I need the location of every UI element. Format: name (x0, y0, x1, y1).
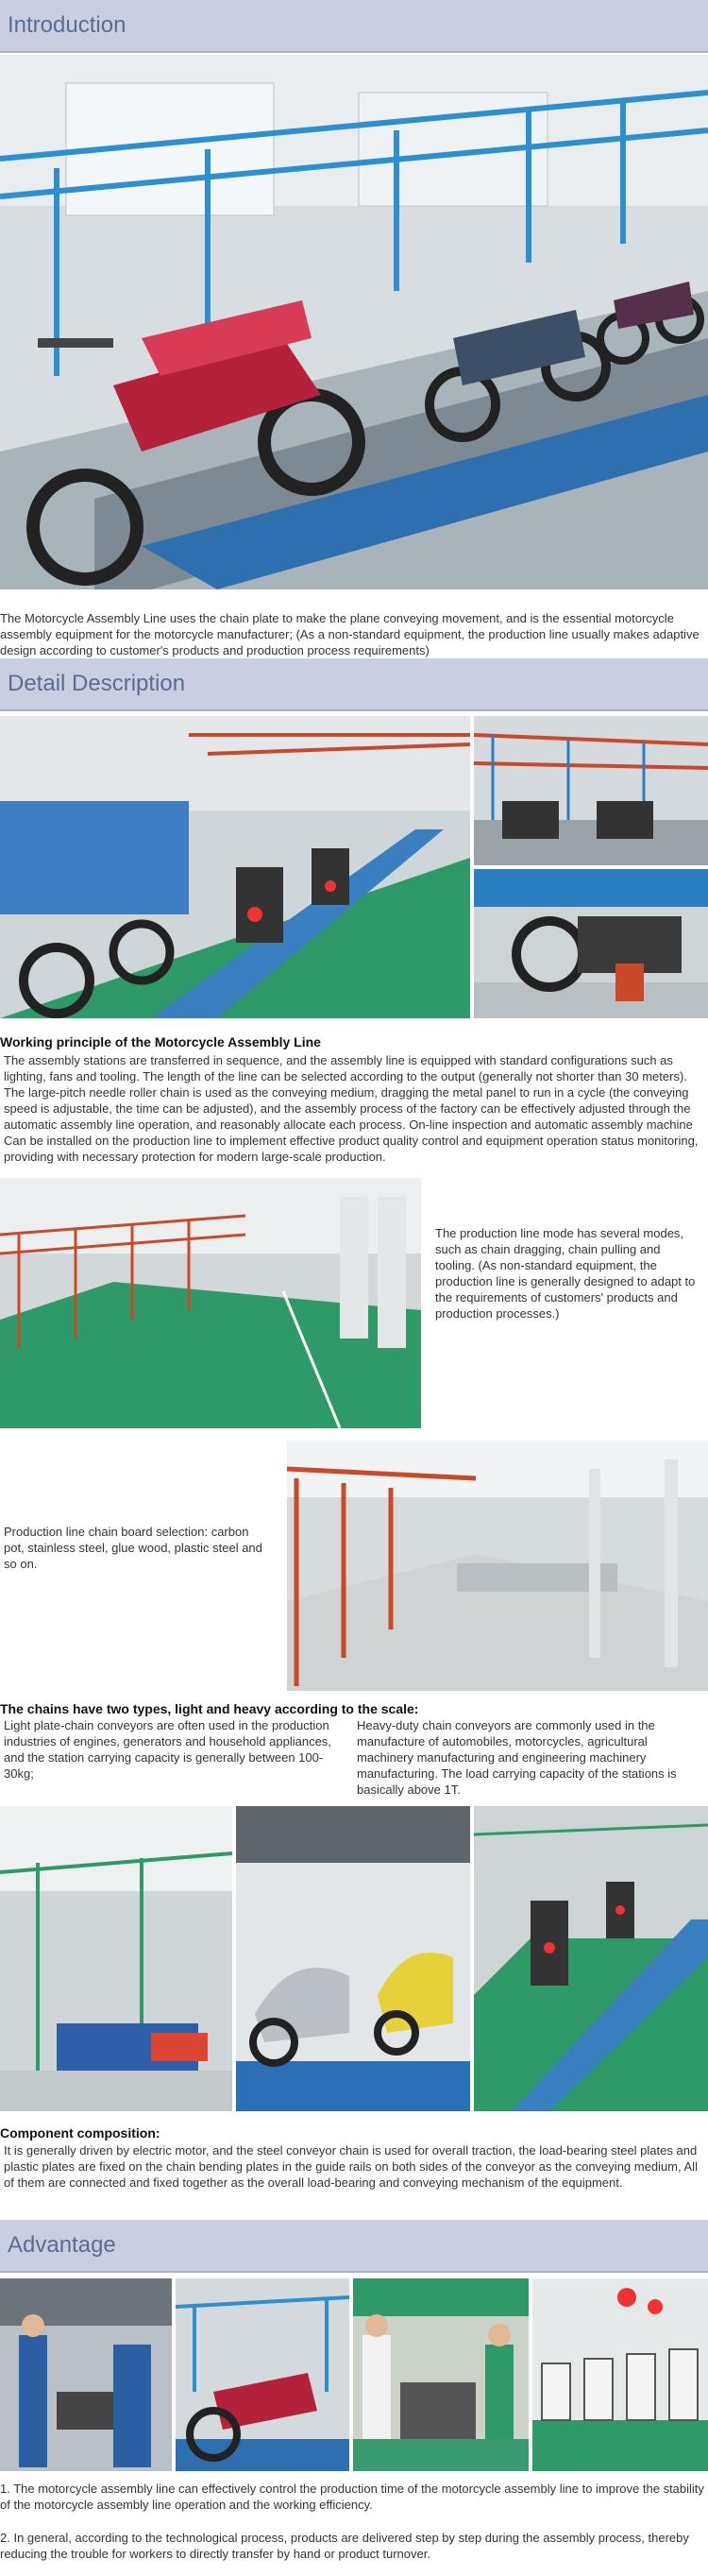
section-header-detail (0, 658, 708, 711)
advantage-item-2: 2. In general, according to the technological process, products are delivered step by step during the assembly process, thereby reducing the trouble for workers to directly transfer by hand or product turnover. (0, 2531, 689, 2561)
working-principle-title: Working principle of the Motorcycle Assembly Line (0, 1034, 321, 1049)
chains-light-text: Light plate-chain conveyors are often used in the production industries of engines, generators and household appliances, and the station carrying capacity is generally between 100-30kg; (4, 1718, 331, 1781)
component-title: Component composition: (0, 2125, 160, 2141)
detail-photo-bottom-right (474, 869, 708, 1018)
intro-photo-assembly-line (0, 55, 708, 589)
working-principle-text: The assembly stations are transferred in sequence, and the assembly line is equipped with standard configurations such as lighting, fans and tooling. The length of the line can be selected according to the output (generally not shorter than 30 meters). The large-pitch needle roller chain is used as the conveying medium, dragging the metal panel to run in a cycle (the conveying speed is adjustable, the time can be adjusted), and the assembly process of the factory can be effectively adjusted through the automatic assembly line operation, and reasonably allocate each process. On-line inspection and automatic assembly machine Can be installed on the production line to implement effective product quality control and equipment operation status monitoring, providing with necessary protection for modern large-scale production. (4, 1053, 699, 1164)
advantage-photo-workers (0, 2278, 172, 2471)
section-title: Introduction (8, 12, 126, 38)
advantage-photo-motorcycle (176, 2278, 349, 2471)
component-text: It is generally driven by electric motor, and the steel conveyor chain is used for overall traction, the load-bearing steel plates and plastic plates are fixed on the chain bending plates in the guide rails on both sides of the conveyor as the conveying medium, All of them are connected and fixed together as the overall load-bearing and conveying mechanism of the equipment. (4, 2143, 698, 2190)
advantage-photo-scooter-line (532, 2278, 708, 2471)
photo-heavy-chain (474, 1806, 708, 2111)
chains-heavy-text: Heavy-duty chain conveyors are commonly used in the manufacture of automobiles, motorcycles, agricultural machinery manufacturing and engineering machinery manufacturing. The load carrying capacity of the stations is basically above 1T. (357, 1718, 677, 1797)
modes-text: The production line mode has several modes, such as chain dragging, chain pulling and tooling. (As non-standard equipment, the production line is generally designed to adapt to the requirements of customers' products and production processes.) (435, 1226, 696, 1321)
photo-light-chain (0, 1806, 232, 2111)
intro-text: The Motorcycle Assembly Line uses the chain plate to make the plane conveying movement, and is the essential motorcycle assembly equipment for the motorcycle manufacturer; (As a non-standard equipment, the production line usually makes adaptive design according to customer's products and production process requirements) (0, 611, 700, 657)
section-header-introduction (0, 0, 708, 53)
detail-photo-top-right (474, 716, 708, 865)
chains-title: The chains have two types, light and heavy according to the scale: (0, 1701, 419, 1716)
section-title: Detail Description (8, 671, 186, 696)
chain-board-text: Production line chain board selection: carbon pot, stainless steel, glue wood, plastic steel and so on. (4, 1525, 262, 1571)
modes-photo-workshop (0, 1178, 421, 1428)
detail-photo-main (0, 716, 470, 1018)
chain-board-photo (287, 1441, 708, 1691)
advantage-item-1: 1. The motorcycle assembly line can effectively control the production time of the motorcycle assembly line to improve the stability of the motorcycle assembly line operation and the working efficiency. (0, 2482, 704, 2512)
section-title: Advantage (8, 2232, 116, 2258)
section-header-advantage (0, 2220, 708, 2273)
advantage-photo-inspection (353, 2278, 529, 2471)
photo-scooters (236, 1806, 470, 2111)
